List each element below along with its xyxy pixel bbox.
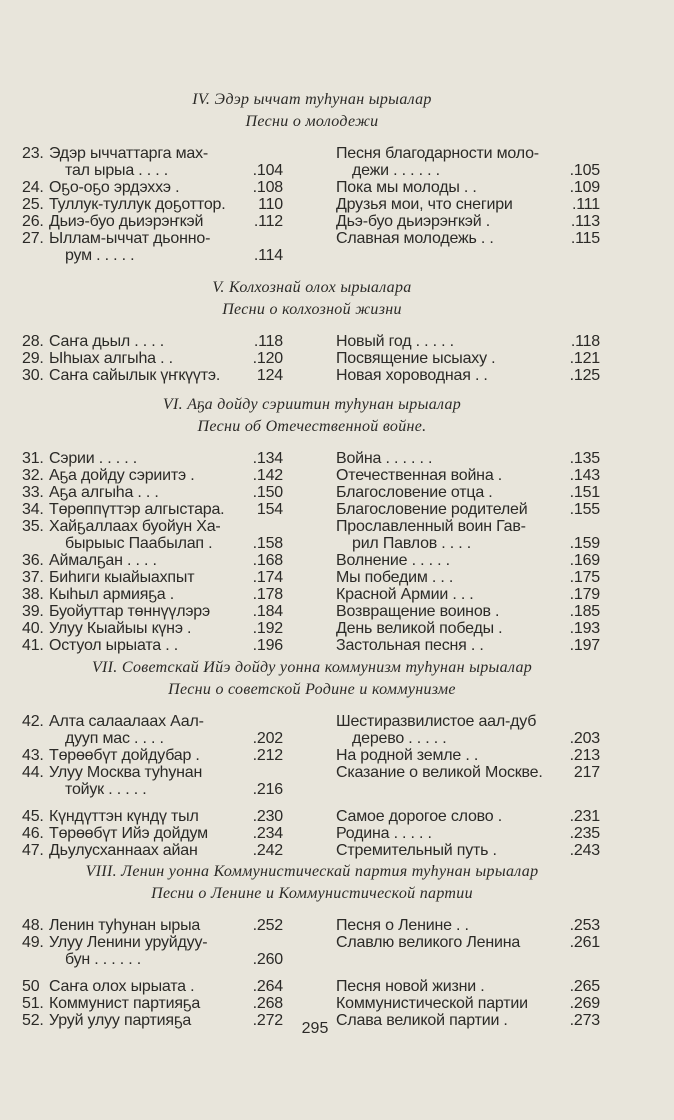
entry-number: 32. [22,467,44,484]
russian-page: .159 [569,535,600,552]
toc-row [22,162,602,179]
russian-title: Стремительный путь . [336,842,497,859]
russian-title: Слава великой партии . [336,1012,508,1029]
yakut-title: Саҥа дьыл . . . . [49,333,165,350]
section-subheading: Песни о молодежи [245,113,379,130]
yakut-page: .196 [252,637,283,654]
yakut-page: .230 [252,808,283,825]
entry-number: 42. [22,713,44,730]
section-heading: V. Колхознай олох ырыалара [212,279,412,296]
yakut-title: Алта салаалаах Аал- [49,713,204,730]
russian-title: Посвящение ысыаху . [336,350,496,367]
toc-row [22,917,602,934]
yakut-title: Уруй улуу партияҕа [49,1012,192,1029]
toc-row [22,518,602,535]
yakut-page: .104 [252,162,283,179]
russian-title: Новый год . . . . . [336,333,454,350]
russian-page: .193 [569,620,600,637]
toc-row [22,934,602,951]
russian-title: Дьэ-буо дьиэрэҥкэй . [336,213,491,230]
russian-page: .179 [569,586,600,603]
russian-page: .115 [570,230,600,247]
russian-title: Прославленный воин Гав- [336,518,526,535]
russian-page: .151 [569,484,600,501]
section-heading: VIII. Ленин уонна Коммунистическай партия туһунан ырыалар [85,863,539,880]
toc-row [22,637,602,654]
toc-row [22,951,602,968]
russian-title: На родной земле . . [336,747,479,764]
russian-page: .105 [569,162,600,179]
russian-page: .265 [569,978,600,995]
yakut-title: бун . . . . . . [65,951,141,968]
russian-page: .155 [569,501,600,518]
russian-title: Благословение родителей [336,501,528,518]
entry-number: 39. [22,603,44,620]
russian-title: Застольная песня . . [336,637,484,654]
russian-title: Благословение отца . [336,484,493,501]
page-number: 295 [301,1020,329,1037]
yakut-title: Аҕа алгыһа . . . [49,484,159,501]
section-iv [22,89,602,264]
spacer [22,798,602,808]
yakut-title: Дьулусханнаах айан [49,842,198,859]
toc-row [22,484,602,501]
section-subheading: Песни о Ленине и Коммунистической партии [151,885,473,902]
entry-number: 48. [22,917,44,934]
toc-row [22,764,602,781]
entry-number: 43. [22,747,44,764]
yakut-title: Оҕо-оҕо эрдэххэ . [49,179,180,196]
yakut-title: Эдэр ыччаттарга мах- [49,145,209,162]
russian-title: Песня новой жизни . [336,978,485,995]
toc-row [22,213,602,230]
yakut-page: 110 [258,196,283,213]
entry-number: 52. [22,1012,44,1029]
yakut-title: Буойуттар төннүүлэрэ [49,603,210,620]
yakut-title: Төрөөбүт дойдубар . [49,747,200,764]
russian-title: Отечественная война . [336,467,503,484]
russian-page: .125 [569,367,600,384]
section-subheading: Песни об Отечественной войне. [197,418,427,435]
entry-number: 37. [22,569,44,586]
entry-number: 27. [22,230,44,247]
yakut-title: Аймалҕан . . . . [49,552,157,569]
spacer [22,438,602,450]
russian-title: рил Павлов . . . . [352,535,472,552]
russian-page: .213 [569,747,600,764]
section-heading: VII. Советскай Ийэ дойду уонна коммунизм туһунан ырыалар [91,659,533,676]
yakut-page: .158 [252,535,283,552]
toc-row [22,825,602,842]
toc-row [22,145,602,162]
toc-row [22,535,602,552]
entry-number: 38. [22,586,44,603]
entry-number: 44. [22,764,44,781]
yakut-title: Улуу Кыайыы күнэ . [49,620,192,637]
russian-page: .261 [569,934,600,951]
section-v [22,277,602,384]
entry-number: 25. [22,196,44,213]
spacer [22,968,602,978]
yakut-title: Кыһыл армияҕа . [49,586,174,603]
toc-row [22,978,602,995]
russian-page: .253 [569,917,600,934]
yakut-page: .184 [252,603,283,620]
yakut-title: Улуу Ленини уруйдуу- [49,934,208,951]
russian-page: .203 [569,730,600,747]
yakut-page: .252 [252,917,283,934]
toc-row [22,230,602,247]
entry-number: 36. [22,552,44,569]
entry-number: 41. [22,637,44,654]
russian-title: Мы победим . . . [336,569,454,586]
yakut-title: дууп мас . . . . [65,730,164,747]
yakut-page: .118 [253,333,283,350]
russian-page: .185 [569,603,600,620]
yakut-title: Туллук-туллук доҕоттор. [49,196,226,213]
yakut-page: .142 [252,467,283,484]
yakut-title: Остуол ырыата . . [49,637,178,654]
entry-number: 51. [22,995,44,1012]
russian-page: .235 [569,825,600,842]
yakut-page: .114 [253,247,283,264]
russian-title: Песня о Ленине . . [336,917,469,934]
toc-row [22,367,602,384]
yakut-page: .108 [252,179,283,196]
yakut-page: .216 [252,781,283,798]
russian-page: .231 [569,808,600,825]
russian-title: Славлю великого Ленина [336,934,521,951]
russian-page: .113 [570,213,600,230]
russian-title: дерево . . . . . [352,730,447,747]
toc-row [22,569,602,586]
toc-row [22,179,602,196]
yakut-page: .268 [252,995,283,1012]
yakut-page: .134 [252,450,283,467]
yakut-title: Ыһыах алгыһа . . [49,350,173,367]
russian-page: .197 [569,637,600,654]
toc-row [22,333,602,350]
yakut-title: Улуу Москва туһунан [49,764,203,781]
yakut-page: .202 [252,730,283,747]
section-heading: VI. Аҕа дойду сэриитин туһунан ырыалар [162,396,462,413]
entry-number: 23. [22,145,44,162]
toc-row [22,247,602,264]
yakut-title: рум . . . . . [65,247,135,264]
yakut-title: Төрөөбүт Ийэ дойдум [49,825,208,842]
russian-title: Возвращение воинов . [336,603,500,620]
russian-title: Пока мы молоды . . [336,179,477,196]
yakut-title: Аҕа дойду сэриитэ . [49,467,195,484]
section-subheading: Песни о колхозной жизни [222,301,402,318]
entry-number: 35. [22,518,44,535]
russian-page: .121 [569,350,600,367]
section-subheading: Песни о советской Родине и коммунизме [168,681,456,698]
section-heading: IV. Эдэр ыччат туһунан ырыалар [192,91,432,108]
russian-page: .109 [569,179,600,196]
toc-row [22,552,602,569]
yakut-page: .174 [252,569,283,586]
entry-number: 29. [22,350,44,367]
toc-row [22,350,602,367]
entry-number: 46. [22,825,44,842]
entry-number: 40. [22,620,44,637]
russian-title: Волнение . . . . . [336,552,450,569]
yakut-title: Коммунист партияҕа [49,995,201,1012]
yakut-title: бырыыс Паабылап . [65,535,213,552]
yakut-page: .260 [252,951,283,968]
russian-page: 217 [573,764,600,781]
yakut-page: .150 [252,484,283,501]
russian-page: .269 [569,995,600,1012]
spacer [22,701,602,713]
toc-row [22,603,602,620]
toc-row [22,747,602,764]
section-vi [22,394,602,654]
yakut-page: .192 [252,620,283,637]
russian-page: .169 [569,552,600,569]
entry-number: 50 [22,978,40,995]
yakut-page: .178 [252,586,283,603]
yakut-page: .272 [252,1012,283,1029]
yakut-title: Сэрии . . . . . [49,450,137,467]
russian-title: Друзья мои, что снегири [336,196,513,213]
spacer [22,133,602,145]
entry-number: 34. [22,501,44,518]
toc-row [22,995,602,1012]
entry-number: 31. [22,450,44,467]
entry-number: 28. [22,333,44,350]
russian-page: .175 [569,569,600,586]
russian-title: Шестиразвилистое аал-дуб [336,713,537,730]
russian-title: Самое дорогое слово . [336,808,502,825]
toc-row [22,467,602,484]
toc-row [22,808,602,825]
russian-title: Война . . . . . . [336,450,433,467]
entry-number: 30. [22,367,44,384]
russian-page: .243 [569,842,600,859]
russian-title: Сказание о великой Москве. [336,764,543,781]
yakut-title: Ленин туһунан ырыа [49,917,201,934]
russian-page: .111 [572,196,600,213]
section-vii [22,657,602,859]
russian-title: Красной Армии . . . [336,586,474,603]
yakut-title: Күндүттэн күндү тыл [49,808,199,825]
yakut-title: Биһиги кыайыахпыт [49,569,195,586]
toc-row [22,586,602,603]
toc-row [22,196,602,213]
yakut-title: Дьиэ-буо дьиэрэҥкэй [49,213,204,230]
entry-number: 49. [22,934,44,951]
yakut-page: .168 [252,552,283,569]
yakut-page: .120 [252,350,283,367]
toc-row [22,501,602,518]
spacer [22,321,602,333]
yakut-title: Төрөппүттэр алгыстара. [49,501,225,518]
toc-row [22,730,602,747]
spacer [22,905,602,917]
toc-row [22,842,602,859]
toc-row [22,713,602,730]
entry-number: 24. [22,179,44,196]
yakut-page: .242 [252,842,283,859]
russian-page: .273 [569,1012,600,1029]
russian-title: Песня благодарности моло- [336,145,539,162]
russian-page: .143 [569,467,600,484]
russian-title: Родина . . . . . [336,825,432,842]
yakut-page: 124 [256,367,283,384]
entry-number: 45. [22,808,44,825]
yakut-title: Саҥа сайылык үҥкүүтэ. [49,367,221,384]
entry-number: 26. [22,213,44,230]
russian-title: Новая хороводная . . [336,367,488,384]
russian-title: Коммунистической партии [336,995,528,1012]
yakut-page: .112 [253,213,283,230]
russian-title: дежи . . . . . . [352,162,440,179]
yakut-title: Саҥа олох ырыата . [49,978,195,995]
entry-number: 47. [22,842,44,859]
yakut-page: .212 [252,747,283,764]
russian-title: Славная молодежь . . [336,230,494,247]
entry-number: 33. [22,484,44,501]
toc-row [22,450,602,467]
yakut-title: Хайҕаллаах буойун Ха- [49,518,221,535]
toc-row [22,781,602,798]
russian-page: .135 [569,450,600,467]
yakut-page: .264 [252,978,283,995]
yakut-page: .234 [252,825,283,842]
yakut-page: 154 [256,501,283,518]
russian-page: .118 [570,333,600,350]
russian-title: День великой победы . [336,620,503,637]
yakut-title: тал ырыа . . . . [65,162,168,179]
section-viii [22,861,602,1029]
yakut-title: тойук . . . . . [65,781,147,798]
toc-row [22,620,602,637]
yakut-title: Ыллам-ыччат дьонно- [49,230,211,247]
